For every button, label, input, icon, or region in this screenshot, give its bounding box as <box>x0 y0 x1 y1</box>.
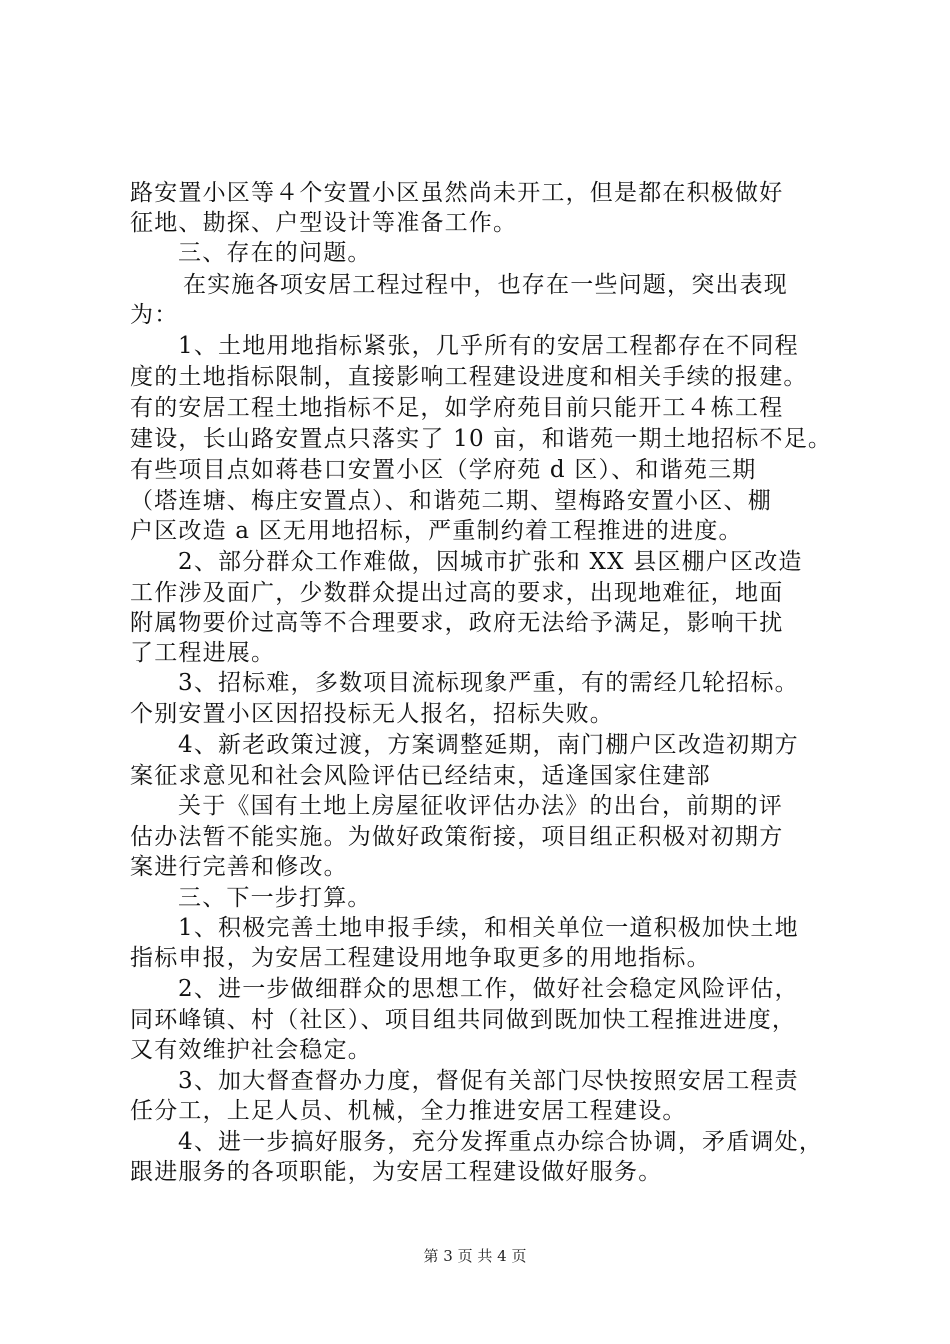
text-line: 征地、勘探、户型设计等准备工作。 <box>130 210 518 236</box>
text-line: 路安置小区等４个安置小区虽然尚未开工，但是都在积极做好 <box>130 180 784 206</box>
text-line: 附属物要价过高等不合理要求，政府无法给予满足，影响干扰 <box>130 610 784 636</box>
text-line: 关于《国有土地上房屋征收评估办法》的出台，前期的评 <box>178 793 783 819</box>
text-line: 个别安置小区因招投标无人报名，招标失败。 <box>130 701 614 727</box>
text-line: 1、土地用地指标紧张，几乎所有的安居工程都存在不同程 <box>178 333 799 359</box>
section-heading: 三、存在的问题。 <box>178 240 372 266</box>
text-line: 有的安居工程土地指标不足，如学府苑目前只能开工４栋工程 <box>130 395 784 421</box>
page-footer: 第 3 页 共 4 页 <box>423 1247 527 1265</box>
text-line: 了工程进展。 <box>130 640 276 666</box>
text-line: 估办法暂不能实施。为做好政策衔接，项目组正积极对初期方 <box>130 824 784 850</box>
text-line: 2、部分群众工作难做，因城市扩张和 XX 县区棚户区改造 <box>178 549 803 575</box>
text-line: 案进行完善和修改。 <box>130 854 348 880</box>
section-heading: 三、下一步打算。 <box>178 885 372 911</box>
text-line: 1、积极完善土地申报手续，和相关单位一道积极加快土地 <box>178 915 799 941</box>
text-line: 案征求意见和社会风险评估已经结束，适逢国家住建部 <box>130 763 711 789</box>
text-line: 同环峰镇、村（社区）、项目组共同做到既加快工程推进进度， <box>130 1007 797 1033</box>
text-line: 度的土地指标限制，直接影响工程建设进度和相关手续的报建。 <box>130 364 808 390</box>
text-line: 2、进一步做细群众的思想工作，做好社会稳定风险评估， <box>178 976 799 1002</box>
text-line: 户区改造 a 区无用地招标，严重制约着工程推进的进度。 <box>130 518 743 544</box>
text-line: 又有效维护社会稳定。 <box>130 1037 372 1063</box>
text-line: 3、加大督查督办力度，督促有关部门尽快按照安居工程责 <box>178 1068 799 1094</box>
text-line: 有些项目点如蒋巷口安置小区（学府苑 d 区）、和谐苑三期 <box>130 457 757 483</box>
text-line: 4、进一步搞好服务，充分发挥重点办综合协调，矛盾调处， <box>178 1129 824 1155</box>
text-line: 3、招标难，多数项目流标现象严重，有的需经几轮招标。 <box>178 670 799 696</box>
text-line: 指标申报，为安居工程建设用地争取更多的用地指标。 <box>130 945 711 971</box>
text-line: 在实施各项安居工程过程中，也存在一些问题，突出表现 <box>183 272 788 298</box>
text-line: （塔连塘、梅庄安置点）、和谐苑二期、望梅路安置小区、棚 <box>130 488 772 514</box>
text-line: 跟进服务的各项职能，为安居工程建设做好服务。 <box>130 1159 663 1185</box>
text-line: 工作涉及面广，少数群众提出过高的要求，出现地难征，地面 <box>130 580 784 606</box>
text-line: 为： <box>130 302 179 328</box>
text-line: 4、新老政策过渡，方案调整延期，南门棚户区改造初期方 <box>178 732 799 758</box>
text-line: 任分工，上足人员、机械，全力推进安居工程建设。 <box>130 1098 687 1124</box>
text-line: 建设，长山路安置点只落实了 10 亩，和谐苑一期土地招标不足。 <box>130 426 833 452</box>
